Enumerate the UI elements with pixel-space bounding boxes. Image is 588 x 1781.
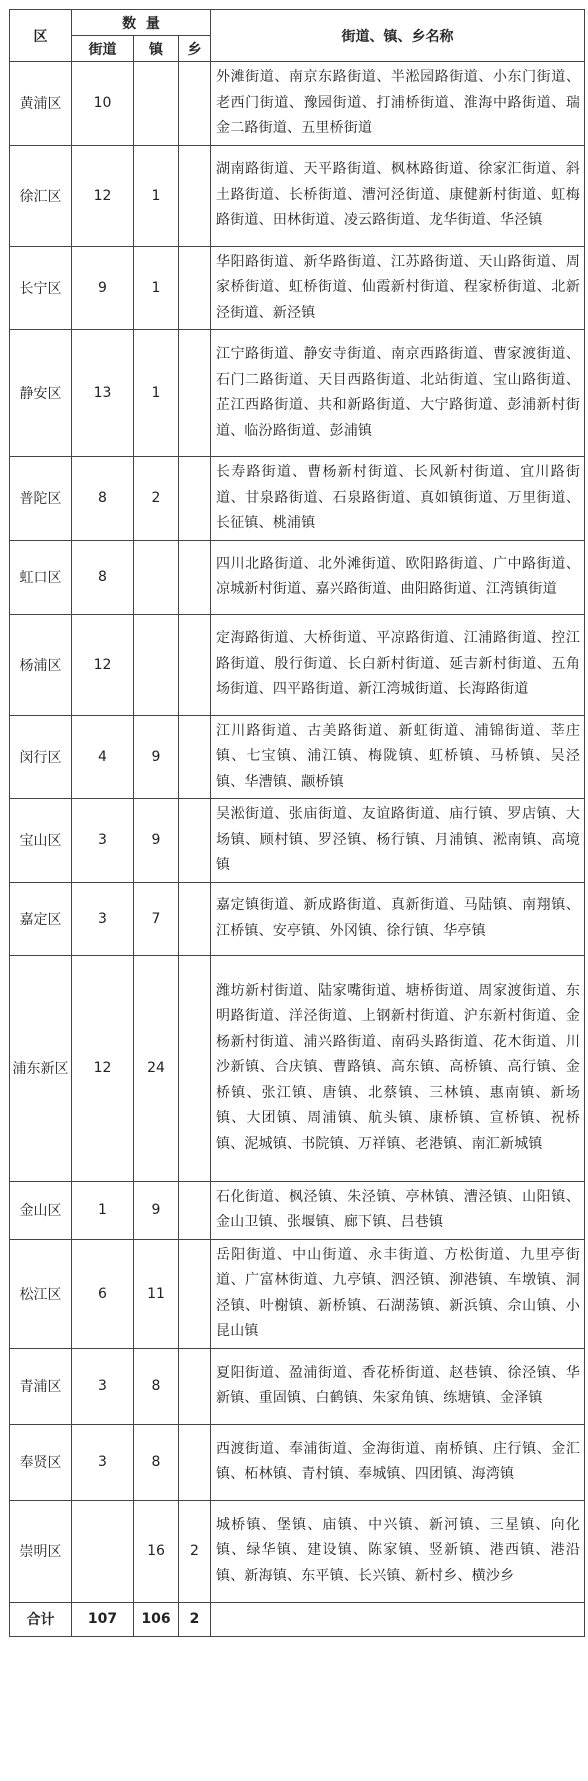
township-count-cell — [179, 715, 211, 799]
header-district: 区 — [10, 10, 72, 62]
subdistrict-count-cell: 10 — [72, 62, 134, 146]
names-cell: 湖南路街道、天平路街道、枫林路街道、徐家汇街道、斜土路街道、长桥街道、漕河泾街道、康健新村街道、虹梅路街道、田林街道、凌云路街道、龙华街道、华泾镇 — [211, 145, 585, 246]
table-row — [10, 799, 585, 883]
subdistrict-count-cell: 8 — [72, 457, 134, 541]
district-cell: 奉贤区 — [10, 1424, 72, 1500]
header-subdistrict: 街道 — [72, 36, 134, 62]
town-count-cell: 1 — [134, 330, 179, 457]
subdistrict-count-cell: 13 — [72, 330, 134, 457]
town-count-cell: 1 — [134, 145, 179, 246]
town-count-cell: 16 — [134, 1500, 179, 1602]
names-cell: 江川路街道、古美路街道、新虹街道、浦锦街道、莘庄镇、七宝镇、浦江镇、梅陇镇、虹桥镇、马桥镇、吴泾镇、华漕镇、颛桥镇 — [211, 715, 585, 799]
subdistrict-count-cell: 12 — [72, 955, 134, 1181]
town-count-cell — [134, 614, 179, 715]
table-row — [10, 457, 585, 541]
town-count-cell: 1 — [134, 246, 179, 330]
names-cell: 外滩街道、南京东路街道、半淞园路街道、小东门街道、老西门街道、豫园街道、打浦桥街道、淮海中路街道、瑞金二路街道、五里桥街道 — [211, 62, 585, 146]
header-names: 街道、镇、乡名称 — [211, 10, 585, 62]
table-body — [10, 62, 585, 1603]
town-count-cell: 11 — [134, 1239, 179, 1348]
subdistrict-count-cell: 4 — [72, 715, 134, 799]
township-count-cell — [179, 1424, 211, 1500]
names-cell: 城桥镇、堡镇、庙镇、中兴镇、新河镇、三星镇、向化镇、绿华镇、建设镇、陈家镇、竖新镇、港西镇、港沿镇、新海镇、东平镇、长兴镇、新村乡、横沙乡 — [211, 1500, 585, 1602]
total-label: 合计 — [10, 1602, 72, 1636]
district-cell: 闵行区 — [10, 715, 72, 799]
names-cell: 岳阳街道、中山街道、永丰街道、方松街道、九里亭街道、广富林街道、九亭镇、泗泾镇、泖港镇、车墩镇、洞泾镇、叶榭镇、新桥镇、石湖荡镇、新浜镇、佘山镇、小昆山镇 — [211, 1239, 585, 1348]
district-cell: 黄浦区 — [10, 62, 72, 146]
subdistrict-count-cell — [72, 1500, 134, 1602]
township-count-cell — [179, 1181, 211, 1239]
township-count-cell: 2 — [179, 1500, 211, 1602]
town-count-cell: 9 — [134, 1181, 179, 1239]
township-count-cell — [179, 330, 211, 457]
table-row — [10, 955, 585, 1181]
names-cell: 潍坊新村街道、陆家嘴街道、塘桥街道、周家渡街道、东明路街道、洋泾街道、上钢新村街道、沪东新村街道、金杨新村街道、浦兴路街道、南码头路街道、花木街道、川沙新镇、合庆镇、曹路镇、高东镇、高桥镇、高行镇、金桥镇、张江镇、唐镇、北蔡镇、三林镇、惠南镇、新场镇、大团镇、周浦镇、航头镇、康桥镇、宣桥镇、祝桥镇、泥城镇、书院镇、万祥镇、老港镇、南汇新城镇 — [211, 955, 585, 1181]
district-cell: 崇明区 — [10, 1500, 72, 1602]
township-count-cell — [179, 1348, 211, 1424]
district-cell: 杨浦区 — [10, 614, 72, 715]
town-count-cell: 9 — [134, 715, 179, 799]
names-cell: 吴淞街道、张庙街道、友谊路街道、庙行镇、罗店镇、大场镇、顾村镇、罗泾镇、杨行镇、月浦镇、淞南镇、高境镇 — [211, 799, 585, 883]
subdistrict-count-cell: 8 — [72, 540, 134, 614]
table-row — [10, 882, 585, 955]
district-cell: 青浦区 — [10, 1348, 72, 1424]
subdistrict-count-cell: 3 — [72, 1348, 134, 1424]
district-cell: 长宁区 — [10, 246, 72, 330]
town-count-cell: 2 — [134, 457, 179, 541]
names-cell: 四川北路街道、北外滩街道、欧阳路街道、广中路街道、凉城新村街道、嘉兴路街道、曲阳路街道、江湾镇街道 — [211, 540, 585, 614]
district-cell: 嘉定区 — [10, 882, 72, 955]
table-row — [10, 540, 585, 614]
table-row — [10, 1348, 585, 1424]
township-count-cell — [179, 145, 211, 246]
table-row — [10, 1500, 585, 1602]
header-township: 乡 — [179, 36, 211, 62]
township-count-cell — [179, 955, 211, 1181]
table-row — [10, 62, 585, 146]
names-cell: 嘉定镇街道、新成路街道、真新街道、马陆镇、南翔镇、江桥镇、安亭镇、外冈镇、徐行镇、华亭镇 — [211, 882, 585, 955]
table-row — [10, 145, 585, 246]
table-row — [10, 1424, 585, 1500]
district-cell: 普陀区 — [10, 457, 72, 541]
table-row — [10, 715, 585, 799]
district-cell: 金山区 — [10, 1181, 72, 1239]
table-row — [10, 330, 585, 457]
township-count-cell — [179, 614, 211, 715]
subdistrict-count-cell: 3 — [72, 882, 134, 955]
subdistrict-count-cell: 1 — [72, 1181, 134, 1239]
district-cell: 浦东新区 — [10, 955, 72, 1181]
subdistrict-count-cell: 12 — [72, 614, 134, 715]
header-quantity: 数 量 — [72, 10, 211, 36]
township-count-cell — [179, 540, 211, 614]
table-row — [10, 1181, 585, 1239]
names-cell: 西渡街道、奉浦街道、金海街道、南桥镇、庄行镇、金汇镇、柘林镇、青村镇、奉城镇、四团镇、海湾镇 — [211, 1424, 585, 1500]
town-count-cell: 24 — [134, 955, 179, 1181]
total-names — [211, 1602, 585, 1636]
town-count-cell: 8 — [134, 1424, 179, 1500]
town-count-cell — [134, 540, 179, 614]
district-division-table — [9, 9, 585, 1637]
town-count-cell — [134, 62, 179, 146]
subdistrict-count-cell: 12 — [72, 145, 134, 246]
town-count-cell: 7 — [134, 882, 179, 955]
district-cell: 静安区 — [10, 330, 72, 457]
subdistrict-count-cell: 9 — [72, 246, 134, 330]
table-row — [10, 614, 585, 715]
subdistrict-count-cell: 3 — [72, 1424, 134, 1500]
table-row — [10, 246, 585, 330]
township-count-cell — [179, 246, 211, 330]
names-cell: 长寿路街道、曹杨新村街道、长风新村街道、宜川路街道、甘泉路街道、石泉路街道、真如镇街道、万里街道、长征镇、桃浦镇 — [211, 457, 585, 541]
names-cell: 石化街道、枫泾镇、朱泾镇、亭林镇、漕泾镇、山阳镇、金山卫镇、张堰镇、廊下镇、吕巷镇 — [211, 1181, 585, 1239]
township-count-cell — [179, 799, 211, 883]
total-towns: 106 — [134, 1602, 179, 1636]
township-count-cell — [179, 882, 211, 955]
names-cell: 夏阳街道、盈浦街道、香花桥街道、赵巷镇、徐泾镇、华新镇、重固镇、白鹤镇、朱家角镇、练塘镇、金泽镇 — [211, 1348, 585, 1424]
total-row — [10, 1602, 585, 1636]
total-subdistricts: 107 — [72, 1602, 134, 1636]
header-town: 镇 — [134, 36, 179, 62]
district-cell: 松江区 — [10, 1239, 72, 1348]
subdistrict-count-cell: 6 — [72, 1239, 134, 1348]
names-cell: 华阳路街道、新华路街道、江苏路街道、天山路街道、周家桥街道、虹桥街道、仙霞新村街道、程家桥街道、北新泾街道、新泾镇 — [211, 246, 585, 330]
subdistrict-count-cell: 3 — [72, 799, 134, 883]
town-count-cell: 9 — [134, 799, 179, 883]
names-cell: 定海路街道、大桥街道、平凉路街道、江浦路街道、控江路街道、殷行街道、长白新村街道、延吉新村街道、五角场街道、四平路街道、新江湾城街道、长海路街道 — [211, 614, 585, 715]
table-row — [10, 1239, 585, 1348]
town-count-cell: 8 — [134, 1348, 179, 1424]
township-count-cell — [179, 1239, 211, 1348]
district-cell: 宝山区 — [10, 799, 72, 883]
total-townships: 2 — [179, 1602, 211, 1636]
township-count-cell — [179, 62, 211, 146]
district-cell: 虹口区 — [10, 540, 72, 614]
township-count-cell — [179, 457, 211, 541]
district-cell: 徐汇区 — [10, 145, 72, 246]
names-cell: 江宁路街道、静安寺街道、南京西路街道、曹家渡街道、石门二路街道、天目西路街道、北站街道、宝山路街道、芷江西路街道、共和新路街道、大宁路街道、彭浦新村街道、临汾路街道、彭浦镇 — [211, 330, 585, 457]
